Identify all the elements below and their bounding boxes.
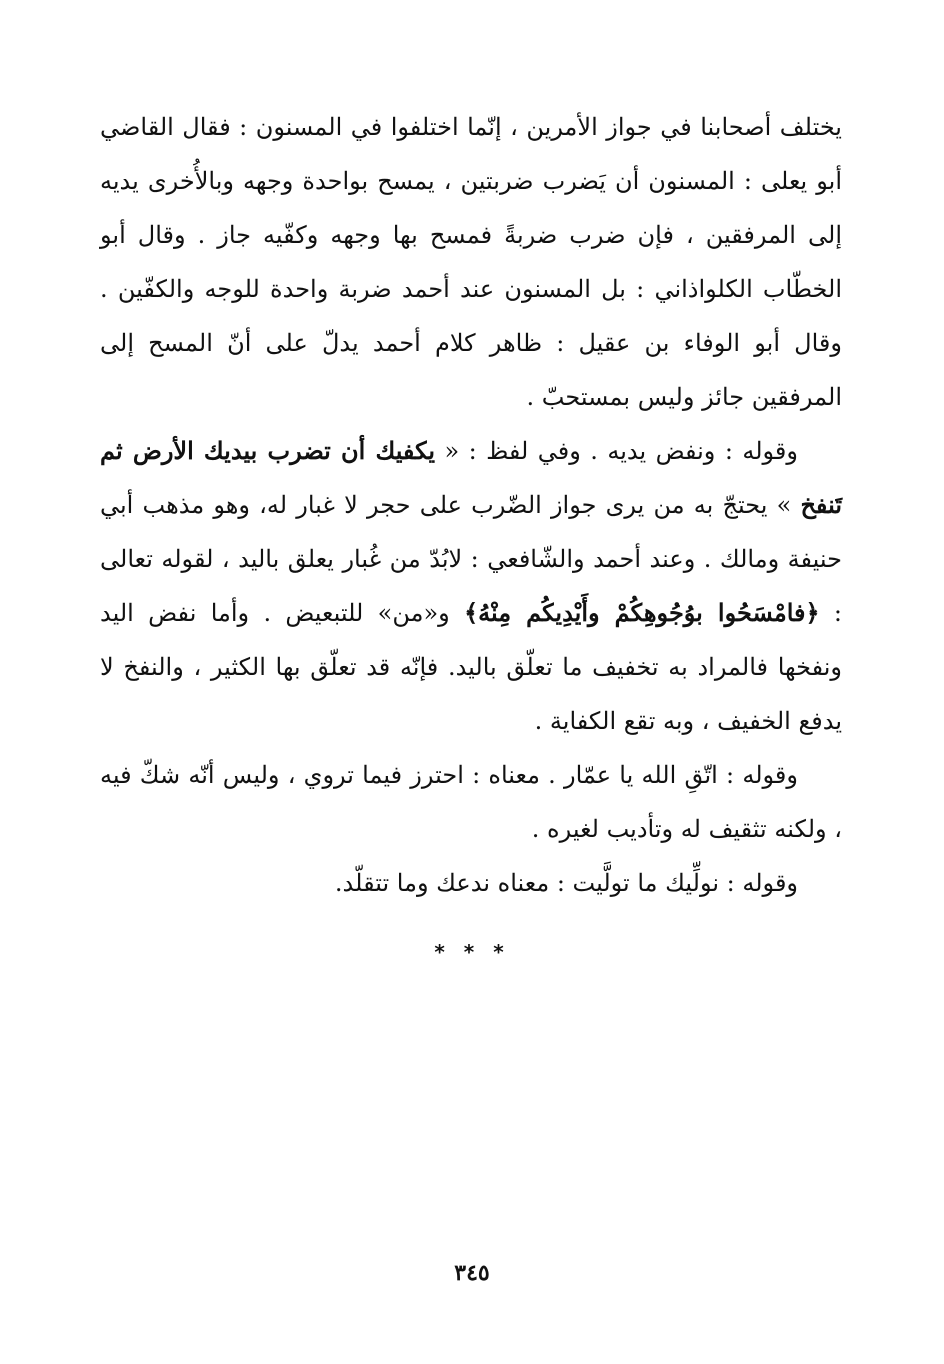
- body-text: [100, 100, 842, 910]
- paragraph-1-text: يختلف أصحابنا في جواز الأمرين ، إنّما اختلفوا في المسنون : فقال القاضي أبو يعلى : المسنون أن يَضرب ضربتين ، يمسح بواحدة وجهه وبالأُخرى يديه إلى المرفقين ، فإن ضرب ضربةً فمسح بها وجهه وكفّيه جاز . وقال أبو الخطّاب الكلواذاني : بل المسنون عند أحمد ضربة واحدة للوجه والكفّين . وقال أبو الوفاء بن عقيل : ظاهر كلام أحمد يدلّ على أنّ المسح إلى المرفقين جائز وليس بمستحبّ .: [100, 113, 842, 411]
- paragraph-4-text: وقوله : نولِّيك ما تولَّيت : معناه ندعك وما تتقلّد.: [334, 869, 798, 897]
- paragraph-2: [100, 424, 842, 748]
- page-number: ٣٤٥: [454, 1260, 490, 1286]
- hadith-quote: يكفيك أن تضرب بيديك الأرض ثم تَنفخ: [100, 436, 842, 519]
- paragraph-2-text-c: و«من» للتبعيض . وأما نفض اليد ونفخها فالمراد به تخفيف ما تعلّق باليد. فإنّه قد تعلّق بها الكثير ، والنفخ لا يدفع الخفيف ، وبه تقع الكفاية .: [100, 599, 842, 735]
- paragraph-2-text-a: وقوله : ونفض يديه . وفي لفظ : «: [435, 437, 798, 465]
- paragraph-2-text-b: » يحتجّ به من يرى جواز الضّرب على حجر لا غبار له، وهو مذهب أبي حنيفة ومالك . وعند أحمد والشّافعي : لابُدّ من غُبار يعلق باليد ، لقوله تعالى :: [100, 491, 843, 627]
- paragraph-4: [100, 856, 842, 910]
- paragraph-1: [100, 100, 842, 424]
- section-separator: * * *: [434, 940, 510, 964]
- paragraph-3-text: وقوله : اتّقِ الله يا عمّار . معناه : احترز فيما تروي ، وليس أنّه شكّ فيه ، ولكنه تثقيف له وتأديب لغيره .: [100, 761, 842, 843]
- paragraph-3: [100, 748, 842, 856]
- quran-verse: ﴿فامْسَحُوا بوُجُوهِكُمْ وأَيْدِيكُم مِنْهُ﴾: [464, 598, 820, 627]
